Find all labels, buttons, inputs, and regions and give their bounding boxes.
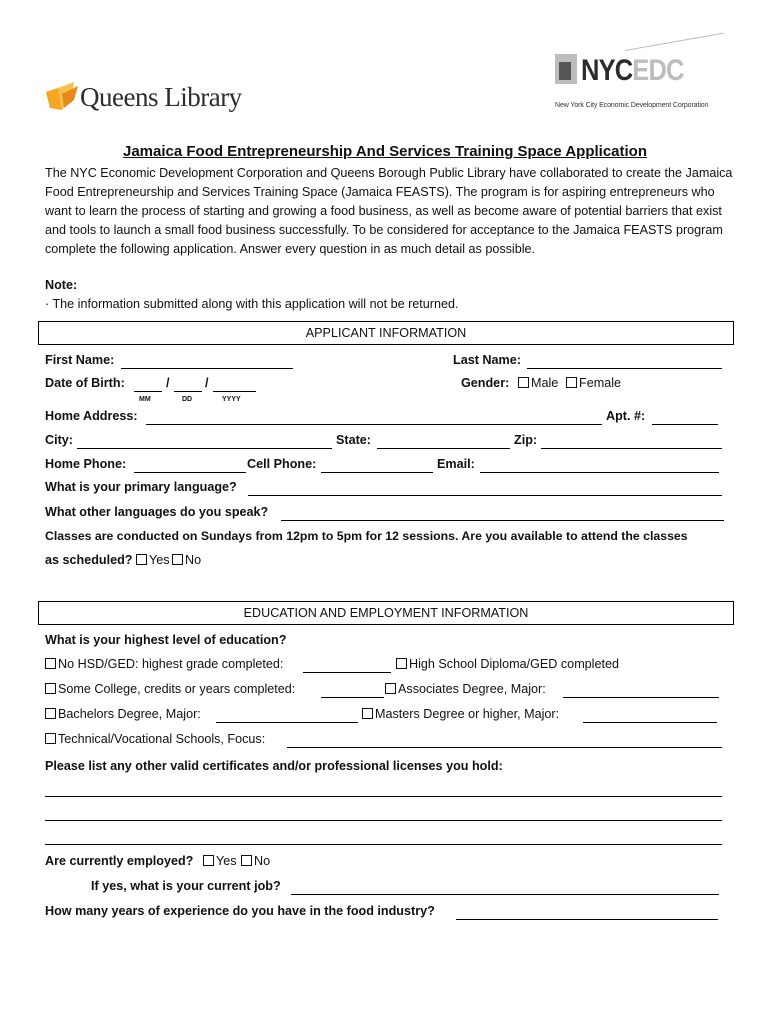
credits-field[interactable] — [321, 696, 384, 698]
intro-paragraph: The NYC Economic Development Corporation and Queens Borough Public Library have collaborated to create the Jamaica Food Entrepreneurship and Services Training Space (Jamaica FEASTS). The program is for aspiring entrepreneurs who want to learn the process of starting and growing a food business, as well as become aware of potential barriers that exist and tools to launch a small food business successfully. To be considered for acceptance to the Jamaica FEASTS program complete the following application. Answer every question in as much detail as possible. — [45, 166, 733, 256]
experience-label: How many years of experience do you have in the food industry? — [45, 904, 435, 918]
state-field[interactable] — [377, 447, 510, 449]
state-label: State: — [336, 433, 371, 447]
home-phone-field[interactable] — [134, 471, 246, 473]
apt-label: Apt. #: — [606, 409, 646, 423]
checkbox-icon[interactable] — [45, 683, 56, 694]
current-job-field[interactable] — [291, 893, 719, 895]
dob-day-field[interactable] — [174, 390, 202, 392]
technical-focus-field[interactable] — [287, 746, 722, 748]
checkbox-icon[interactable] — [45, 658, 56, 669]
first-name-field[interactable] — [121, 367, 293, 369]
checkbox-icon[interactable] — [518, 377, 529, 388]
checkbox-icon[interactable] — [172, 554, 183, 565]
classes-yes-option[interactable]: Yes — [136, 553, 170, 567]
masters-option[interactable]: Masters Degree or higher, Major: — [362, 707, 559, 721]
education-question: What is your highest level of education? — [45, 633, 287, 647]
checkbox-icon[interactable] — [396, 658, 407, 669]
bachelors-major-field[interactable] — [216, 721, 358, 723]
checkbox-icon[interactable] — [136, 554, 147, 565]
dd-hint: DD — [182, 396, 193, 403]
zip-label: Zip: — [514, 433, 538, 447]
other-languages-label: What other languages do you speak? — [45, 505, 269, 519]
primary-language-label: What is your primary language? — [45, 480, 237, 494]
note-label: Note: — [45, 278, 78, 292]
city-field[interactable] — [77, 447, 332, 449]
certificates-field[interactable] — [45, 819, 722, 821]
first-name-label: First Name: — [45, 353, 115, 367]
checkbox-icon[interactable] — [203, 855, 214, 866]
queens-library-book-icon — [44, 80, 80, 114]
masters-major-field[interactable] — [583, 721, 717, 723]
dob-month-field[interactable] — [134, 390, 162, 392]
classes-no-option[interactable]: No — [172, 553, 201, 567]
technical-option[interactable]: Technical/Vocational Schools, Focus: — [45, 732, 265, 746]
dob-year-field[interactable] — [213, 390, 256, 392]
apt-field[interactable] — [652, 423, 718, 425]
dob-separator: / — [166, 376, 170, 390]
bachelors-option[interactable]: Bachelors Degree, Major: — [45, 707, 201, 721]
home-phone-label: Home Phone: — [45, 457, 127, 471]
logo-accent-line — [625, 33, 724, 51]
city-label: City: — [45, 433, 73, 447]
yyyy-hint: YYYY — [222, 396, 241, 403]
nycedc-mark-inner — [559, 62, 571, 80]
zip-field[interactable] — [541, 447, 722, 449]
email-field[interactable] — [480, 471, 719, 473]
nycedc-subtitle: New York City Economic Development Corporation — [555, 102, 709, 109]
certificates-field[interactable] — [45, 795, 722, 797]
other-languages-field[interactable] — [281, 519, 724, 521]
page-title: Jamaica Food Entrepreneurship And Services Training Space Application — [122, 143, 648, 160]
checkbox-icon[interactable] — [362, 708, 373, 719]
last-name-field[interactable] — [527, 367, 722, 369]
nycedc-logo — [555, 48, 725, 118]
queens-library-wordmark: Queens Library — [80, 82, 242, 112]
employed-yes-option[interactable]: Yes — [203, 854, 237, 868]
note-text: · The information submitted along with this application will not be returned. — [45, 297, 459, 311]
checkbox-icon[interactable] — [45, 708, 56, 719]
gender-label: Gender: — [461, 376, 510, 390]
associates-major-field[interactable] — [563, 696, 719, 698]
checkbox-icon[interactable] — [566, 377, 577, 388]
checkbox-icon[interactable] — [385, 683, 396, 694]
hs-diploma-option[interactable]: High School Diploma/GED completed — [396, 657, 619, 671]
home-address-field[interactable] — [146, 423, 602, 425]
queens-library-logo — [44, 80, 244, 116]
checkbox-icon[interactable] — [241, 855, 252, 866]
education-section-header: EDUCATION AND EMPLOYMENT INFORMATION — [38, 601, 734, 625]
classes-question-cont: as scheduled? — [45, 553, 133, 567]
experience-field[interactable] — [456, 918, 718, 920]
associates-option[interactable]: Associates Degree, Major: — [385, 682, 546, 696]
cell-phone-label: Cell Phone: — [247, 457, 317, 471]
certificates-field[interactable] — [45, 843, 722, 845]
some-college-option[interactable]: Some College, credits or years completed: — [45, 682, 295, 696]
employed-no-option[interactable]: No — [241, 854, 270, 868]
grade-completed-field[interactable] — [303, 671, 391, 673]
classes-question: Classes are conducted on Sundays from 12pm to 5pm for 12 sessions. Are you available to attend the classes — [45, 529, 688, 543]
nycedc-wordmark: NYCEDC — [581, 54, 684, 87]
no-hsd-option[interactable]: No HSD/GED: highest grade completed: — [45, 657, 283, 671]
dob-label: Date of Birth: — [45, 376, 125, 390]
gender-female-option[interactable]: Female — [566, 376, 621, 390]
checkbox-icon[interactable] — [45, 733, 56, 744]
employed-label: Are currently employed? — [45, 854, 194, 868]
applicant-section-header: APPLICANT INFORMATION — [38, 321, 734, 345]
home-address-label: Home Address: — [45, 409, 138, 423]
mm-hint: MM — [139, 396, 151, 403]
email-label: Email: — [437, 457, 475, 471]
current-job-label: If yes, what is your current job? — [91, 879, 281, 893]
certificates-label: Please list any other valid certificates and/or professional licenses you hold: — [45, 759, 503, 773]
gender-male-option[interactable]: Male — [518, 376, 558, 390]
cell-phone-field[interactable] — [321, 471, 433, 473]
last-name-label: Last Name: — [453, 353, 521, 367]
primary-language-field[interactable] — [248, 494, 722, 496]
dob-separator: / — [205, 376, 209, 390]
